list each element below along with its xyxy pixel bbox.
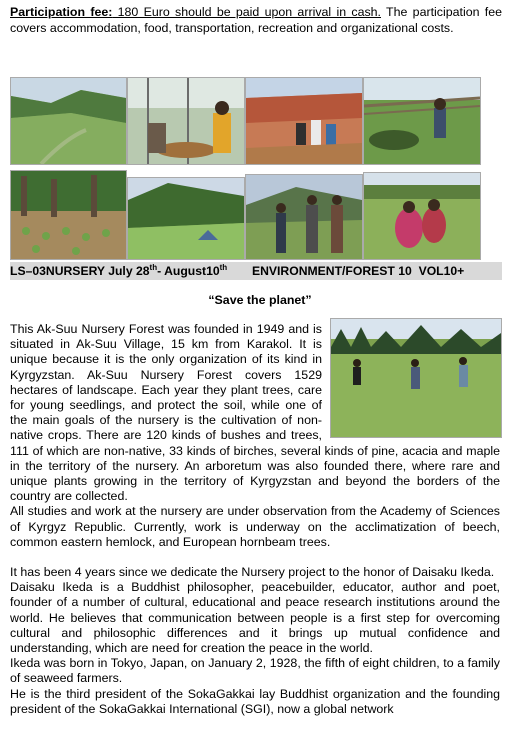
paragraph-ikeda-bio: Daisaku Ikeda is a Buddhist philosopher, peacebuilder, educator, author and poet, founder of a number of cultural, educational and peace research institutions around the world. He believes that communication between people is a first step for overcoming cultural and philosophic differences and it brings up mutual confidence and understanding, which are need for creation the peace in the world. [10, 580, 500, 656]
fee-description: The participation fee covers accommodation, food, transportation, recreation and organizational costs. [10, 5, 502, 35]
fee-label: Participation fee: [10, 5, 113, 19]
paragraph-ikeda-birth: Ikeda was born in Tokyo, Japan, on January 2, 1928, the fifth of eight children, to a family of seaweed farmers. [10, 656, 500, 686]
photo-red-hills-group [245, 77, 363, 165]
fee-section [10, 4, 502, 36]
photo-resting-grass [363, 172, 481, 260]
photo-mountain-valley [10, 77, 127, 165]
photo-fence-work [363, 77, 481, 165]
paragraph-dedication: It has been 4 years since we dedicate the Nursery project to the honor of Daisaku Ikeda. [10, 565, 495, 580]
project-code: LS–03NURSERY July 28th- August10th [10, 262, 228, 278]
paragraph-ikeda-president: He is the third president of the SokaGakkai lay Buddhist organization and the founding president of the SokaGakkai International (SGI), now a global network [10, 686, 500, 716]
slogan-title: “Save the planet” [208, 293, 312, 307]
photo-greenhouse-interior [127, 77, 245, 165]
paragraph-studies: All studies and work at the nursery are under observation from the Academy of Sciences of Kyrgyz Republic. Currently, work is underway on the acclimatization of beech, common eastern hemlock, and European hornbeam trees. [10, 504, 500, 549]
photo-seedling-bed [10, 170, 127, 260]
fee-amount: 180 Euro should be paid upon arrival in cash. [112, 5, 381, 19]
photo-hikers-group [245, 174, 363, 260]
photo-camp-meadow [127, 177, 245, 260]
project-header-bar [10, 262, 502, 280]
body-text [10, 322, 500, 717]
project-category: ENVIRONMENT/FOREST 10 VOL10+ [251, 264, 465, 278]
participation-fee-text [10, 4, 502, 36]
paragraph-nursery: This Ak-Suu Nursery Forest was founded in 1949 and is situated in Ak-Suu Village, 15 km from Karakol. It is unique because it is the only organization of its kind in Kyrgyzstan. Ak-Suu Nursery Forest covers 1529 hectares of landscape. Each year they plant trees, care for young seedlings, and protect the soil, while one of the main goals of the nursery is the cultivation of non-native crops. There are 120 kinds of bushes and trees, 111 of which are non-native, 33 kinds of birches, several kinds of pine, acacia and maple in the territory of the nursery. An arboretum was also founded there, where rare and unique plants growing in the territory of Kyrgyzstan and beyond the borders of the country are collected. [10, 322, 500, 504]
photo-planting-field [330, 318, 502, 438]
